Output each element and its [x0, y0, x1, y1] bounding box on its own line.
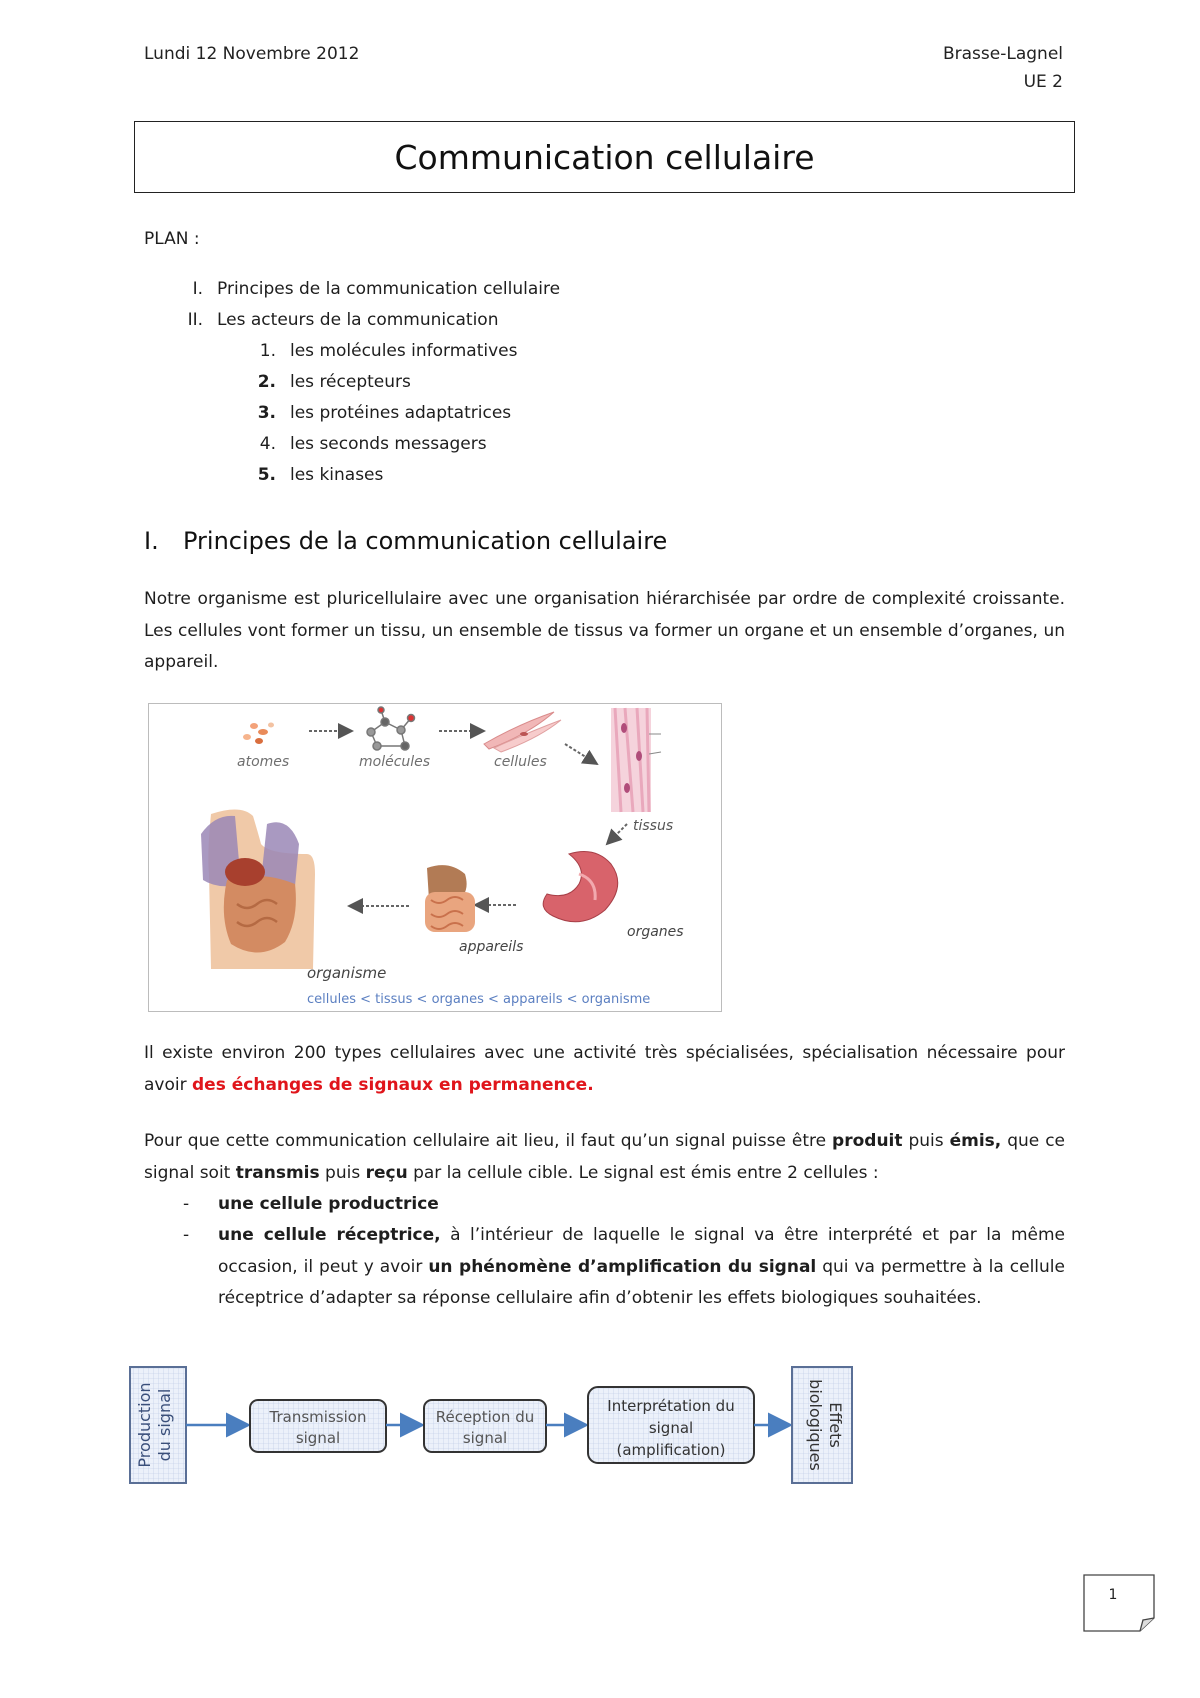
- paragraph-text: que ce signal soit: [144, 1131, 1066, 1183]
- arrow-icon: [565, 744, 597, 764]
- flow-step-interpretation: [588, 1387, 754, 1463]
- flow-step-transmission-line2: signal: [295, 1429, 341, 1447]
- plan-subitem-text: les récepteurs: [290, 372, 411, 392]
- label-organism: organisme: [307, 964, 387, 982]
- flow-step-transmission-line1: Transmission: [269, 1408, 367, 1426]
- figure-caption: cellules < tissus < organes < appareils < organisme: [307, 992, 651, 1007]
- cells-icon: [484, 712, 561, 752]
- flow-step-reception: [424, 1400, 546, 1452]
- flow-end-line1: Effets: [826, 1402, 845, 1448]
- bold-term: produit: [832, 1131, 903, 1151]
- plan-subitem-number: 4.: [259, 434, 276, 454]
- stomach-icon: [543, 852, 618, 922]
- plan-subitem-number: 1.: [259, 341, 276, 361]
- paragraph-text: par la cellule cible. Le signal est émis entre 2 cellules :: [407, 1162, 879, 1183]
- plan-section-number: II.: [187, 310, 203, 330]
- header-author: Brasse-Lagnel: [942, 44, 1063, 64]
- paragraph-text: puis: [319, 1162, 366, 1183]
- hierarchy-illustration: [149, 704, 723, 1013]
- plan-subitem-text: les protéines adaptatrices: [290, 403, 512, 423]
- label-atoms: atomes: [237, 754, 290, 770]
- plan-subitem-text: les seconds messagers: [290, 434, 487, 454]
- bullet-dash: -: [183, 1225, 190, 1245]
- flow-step-interpretation-line2: signal: [648, 1419, 694, 1437]
- bold-term: reçu: [365, 1162, 408, 1183]
- bold-term: un phénomène d’amplification du signal: [428, 1256, 817, 1277]
- paragraph-text: Il existe environ 200 types cellulaires avec une activité très spécialisées, spécialisation nécessaire pour avoir: [144, 1043, 1065, 1095]
- flow-start-box: [130, 1367, 186, 1483]
- bold-term: transmis: [235, 1162, 320, 1183]
- page-number-box: [1083, 1574, 1155, 1632]
- molecule-icon: [367, 707, 415, 750]
- section-heading: [144, 527, 667, 555]
- flow-start-line2: du signal: [155, 1388, 174, 1462]
- bullet-dash: -: [183, 1194, 190, 1214]
- section-heading-number: I.: [144, 527, 159, 555]
- plan-section-2: [187, 305, 499, 336]
- label-systems: appareils: [459, 939, 524, 955]
- hierarchy-figure: [148, 703, 722, 1012]
- label-tissues: tissus: [633, 818, 674, 834]
- flow-step-interpretation-line1: Interprétation du: [607, 1397, 735, 1415]
- flow-start-line1: Production: [135, 1382, 154, 1468]
- signal-flow-diagram: [128, 1363, 854, 1488]
- label-cells: cellules: [494, 754, 547, 770]
- header-date: Lundi 12 Novembre 2012: [144, 44, 360, 64]
- bold-term: une cellule réceptrice,: [218, 1225, 441, 1245]
- arrow-icon: [607, 824, 627, 844]
- paragraph-text: Pour que cette communication cellulaire ait lieu, il faut qu’un signal puisse être: [144, 1131, 833, 1151]
- plan-subitem-number: 3.: [257, 403, 276, 423]
- paragraph-text: puis: [902, 1131, 950, 1151]
- plan-section-1: [192, 274, 561, 305]
- page-fold-icon: [1083, 1574, 1155, 1632]
- flow-end-box: [792, 1367, 852, 1483]
- signal-flow-svg: [128, 1363, 854, 1488]
- organism-torso-icon: [201, 809, 315, 969]
- tissue-icon: [611, 708, 661, 812]
- plan-subitem-2: [257, 367, 411, 398]
- plan-section-number: I.: [192, 279, 203, 299]
- flow-step-interpretation-line3: (amplification): [616, 1441, 726, 1459]
- paragraph-text: à l’intérieur de laquelle le signal va être interprété et par la même occasion, il peut y avoir: [218, 1225, 1065, 1277]
- plan-subitem-number: 5.: [257, 465, 276, 485]
- header-course: UE 2: [1023, 72, 1063, 92]
- page-number: 1: [1108, 1587, 1118, 1603]
- specialization-paragraph: [144, 1038, 1065, 1101]
- signal-paragraph: [144, 1126, 1065, 1189]
- flow-step-transmission: [250, 1400, 386, 1452]
- bullet-receptor-cell: [218, 1220, 1065, 1315]
- page-title: Communication cellulaire: [394, 137, 815, 177]
- plan-subitem-number: 2.: [257, 372, 276, 392]
- label-molecules: molécules: [359, 754, 431, 770]
- digestive-system-icon: [425, 865, 475, 932]
- plan-section-text: Les acteurs de la communication: [217, 310, 499, 330]
- bullet-producer-cell: une cellule productrice: [218, 1194, 439, 1214]
- label-organs: organes: [627, 924, 684, 940]
- section-heading-text: Principes de la communication cellulaire: [183, 527, 668, 555]
- atoms-icon: [243, 723, 274, 745]
- highlight-text: des échanges de signaux en permanence.: [192, 1074, 594, 1095]
- plan-subitem-text: les kinases: [290, 465, 384, 485]
- bold-term: émis,: [949, 1131, 1002, 1151]
- flow-step-reception-line2: signal: [462, 1429, 508, 1447]
- plan-subitem-5: [257, 460, 384, 491]
- plan-label: PLAN :: [144, 229, 200, 249]
- plan-subitem-1: [259, 336, 518, 367]
- title-box: [134, 121, 1075, 193]
- plan-subitem-3: [257, 398, 512, 429]
- paragraph-text: qui va permettre à la cellule réceptrice d’adapter sa réponse cellulaire afin d’obtenir les effets biologiques souhaitées.: [218, 1256, 1065, 1308]
- plan-subitem-4: [259, 429, 487, 460]
- flow-end-line2: biologiques: [806, 1379, 825, 1471]
- intro-paragraph: Notre organisme est pluricellulaire avec une organisation hiérarchisée par ordre de complexité croissante. Les cellules vont former un tissu, un ensemble de tissus va former un organe et un ensemble d’organes, un appareil.: [144, 589, 1065, 672]
- plan-subitem-text: les molécules informatives: [290, 341, 518, 361]
- plan-section-text: Principes de la communication cellulaire: [217, 279, 561, 299]
- flow-step-reception-line1: Réception du: [435, 1408, 535, 1426]
